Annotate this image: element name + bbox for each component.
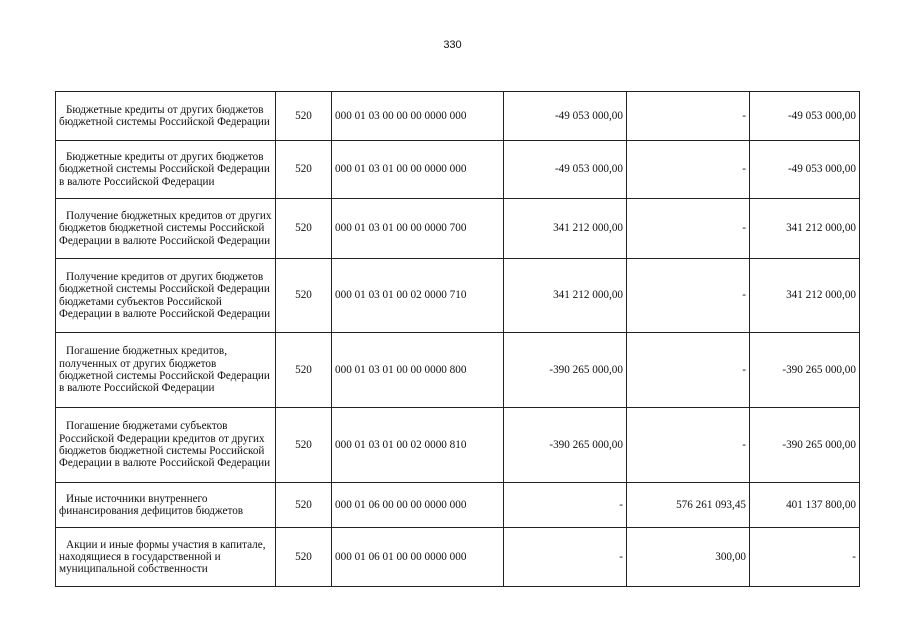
row-name: Погашение бюджетами субъектов Российской Федерации кредитов от других бюджетов бюджетной системы Российской Федерации в валюте Российской Федерации bbox=[56, 408, 276, 483]
row-code: 520 bbox=[276, 408, 332, 483]
table-row bbox=[56, 141, 860, 199]
row-code: 520 bbox=[276, 92, 332, 141]
row-value-1: 341 212 000,00 bbox=[504, 199, 627, 259]
row-code: 520 bbox=[276, 483, 332, 528]
row-value-1: -49 053 000,00 bbox=[504, 141, 627, 199]
row-code: 520 bbox=[276, 259, 332, 333]
table-row bbox=[56, 483, 860, 528]
row-value-2: - bbox=[627, 199, 750, 259]
table-row bbox=[56, 92, 860, 141]
table-row bbox=[56, 199, 860, 259]
row-value-2: - bbox=[627, 141, 750, 199]
row-kbk: 000 01 03 01 00 02 0000 810 bbox=[332, 408, 504, 483]
row-value-2: - bbox=[627, 259, 750, 333]
table-row bbox=[56, 408, 860, 483]
row-name: Получение бюджетных кредитов от других бюджетов бюджетной системы Российской Федерации в валюте Российской Федерации bbox=[56, 199, 276, 259]
row-code: 520 bbox=[276, 528, 332, 587]
row-value-2: 300,00 bbox=[627, 528, 750, 587]
row-value-2: - bbox=[627, 408, 750, 483]
row-kbk: 000 01 06 01 00 00 0000 000 bbox=[332, 528, 504, 587]
row-name: Иные источники внутреннего финансирования дефицитов бюджетов bbox=[56, 483, 276, 528]
row-kbk: 000 01 03 01 00 00 0000 800 bbox=[332, 333, 504, 408]
row-value-3: 341 212 000,00 bbox=[750, 259, 860, 333]
row-value-3: - bbox=[750, 528, 860, 587]
table-row bbox=[56, 333, 860, 408]
row-kbk: 000 01 03 00 00 00 0000 000 bbox=[332, 92, 504, 141]
row-value-1: -390 265 000,00 bbox=[504, 408, 627, 483]
table-row bbox=[56, 528, 860, 587]
row-kbk: 000 01 03 01 00 00 0000 700 bbox=[332, 199, 504, 259]
row-value-3: -49 053 000,00 bbox=[750, 141, 860, 199]
row-value-1: - bbox=[504, 528, 627, 587]
row-kbk: 000 01 06 00 00 00 0000 000 bbox=[332, 483, 504, 528]
row-value-3: 401 137 800,00 bbox=[750, 483, 860, 528]
row-code: 520 bbox=[276, 333, 332, 408]
row-value-2: - bbox=[627, 92, 750, 141]
row-value-1: - bbox=[504, 483, 627, 528]
row-value-1: -49 053 000,00 bbox=[504, 92, 627, 141]
row-code: 520 bbox=[276, 141, 332, 199]
row-value-1: -390 265 000,00 bbox=[504, 333, 627, 408]
row-value-2: 576 261 093,45 bbox=[627, 483, 750, 528]
row-name: Акции и иные формы участия в капитале, находящиеся в государственной и муниципальной собственности bbox=[56, 528, 276, 587]
row-code: 520 bbox=[276, 199, 332, 259]
row-kbk: 000 01 03 01 00 02 0000 710 bbox=[332, 259, 504, 333]
page-number: 330 bbox=[443, 39, 462, 51]
row-value-3: 341 212 000,00 bbox=[750, 199, 860, 259]
row-name: Погашение бюджетных кредитов, полученных от других бюджетов бюджетной системы Российской Федерации в валюте Российской Федерации bbox=[56, 333, 276, 408]
row-value-2: - bbox=[627, 333, 750, 408]
row-name: Бюджетные кредиты от других бюджетов бюджетной системы Российской Федерации bbox=[56, 92, 276, 141]
row-value-1: 341 212 000,00 bbox=[504, 259, 627, 333]
row-value-3: -390 265 000,00 bbox=[750, 333, 860, 408]
row-name: Получение кредитов от других бюджетов бюджетной системы Российской Федерации бюджетами субъектов Российской Федерации в валюте Российской Федерации bbox=[56, 259, 276, 333]
row-name: Бюджетные кредиты от других бюджетов бюджетной системы Российской Федерации в валюте Российской Федерации bbox=[56, 141, 276, 199]
row-value-3: -390 265 000,00 bbox=[750, 408, 860, 483]
row-value-3: -49 053 000,00 bbox=[750, 92, 860, 141]
row-kbk: 000 01 03 01 00 00 0000 000 bbox=[332, 141, 504, 199]
budget-sources-table bbox=[55, 91, 860, 587]
table-row bbox=[56, 259, 860, 333]
